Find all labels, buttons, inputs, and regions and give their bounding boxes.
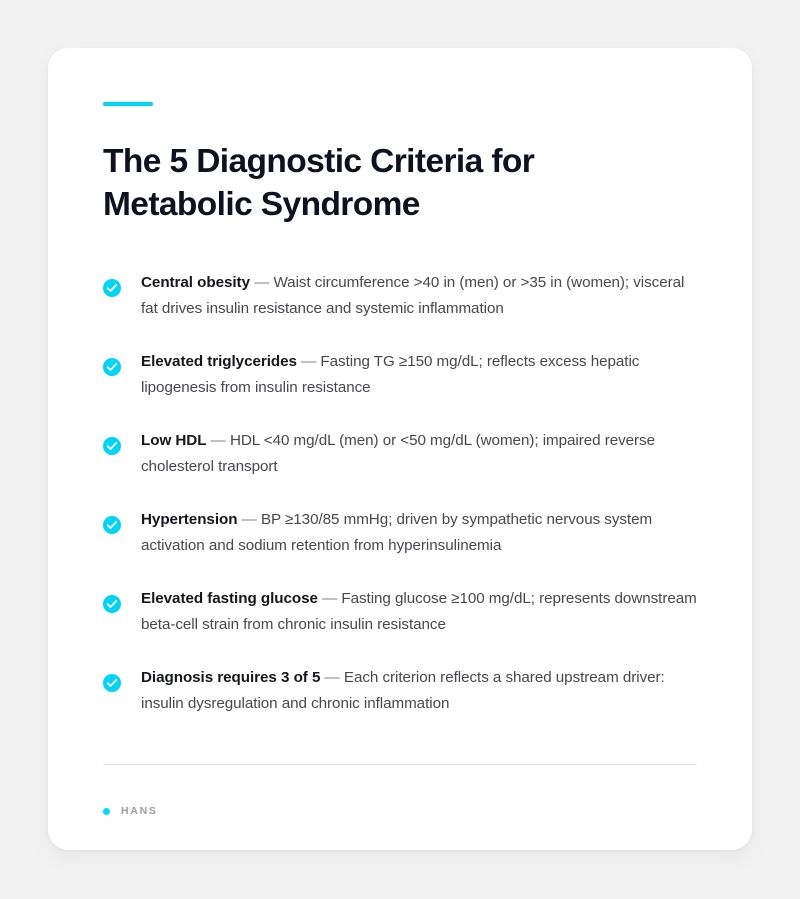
- criteria-description: HDL <40 mg/dL (men) or <50 mg/dL (women); impaired reverse cholesterol transport: [141, 432, 655, 475]
- criteria-term: Hypertension: [141, 511, 238, 528]
- criteria-description: Fasting TG ≥150 mg/dL; reflects excess hepatic lipogenesis from insulin resistance: [141, 353, 640, 396]
- criteria-term: Low HDL: [141, 432, 207, 449]
- criteria-text: [141, 669, 665, 712]
- list-item: [103, 665, 697, 717]
- criteria-description: BP ≥130/85 mmHg; driven by sympathetic nervous system activation and sodium retention from hyperinsulinemia: [141, 511, 653, 554]
- card-footer: [103, 805, 697, 817]
- criteria-term: Diagnosis requires 3 of 5: [141, 669, 321, 686]
- criteria-term: Elevated triglycerides: [141, 353, 297, 370]
- check-circle-icon: [103, 595, 121, 613]
- criteria-text: [141, 274, 684, 317]
- criteria-term: Central obesity: [141, 274, 250, 291]
- check-circle-icon: [103, 437, 121, 455]
- check-circle-icon: [103, 358, 121, 376]
- criteria-text: [141, 353, 639, 396]
- check-circle-icon: [103, 279, 121, 297]
- criteria-text: [141, 511, 652, 554]
- list-item: [103, 586, 697, 638]
- brand-label: HANS: [121, 805, 158, 817]
- list-item: [103, 270, 697, 322]
- criteria-card: [48, 48, 752, 850]
- accent-bar: [103, 102, 153, 106]
- card-content: [103, 102, 697, 817]
- list-item: [103, 428, 697, 480]
- criteria-dash: —: [320, 669, 344, 686]
- criteria-dash: —: [206, 432, 230, 449]
- page-title: The 5 Diagnostic Criteria for Metabolic Syndrome: [103, 143, 535, 223]
- criteria-description: Waist circumference >40 in (men) or >35 in (women); visceral fat drives insulin resistance and systemic inflammation: [141, 274, 685, 317]
- criteria-description: Each criterion reflects a shared upstream driver: insulin dysregulation and chronic inflammation: [141, 669, 665, 712]
- criteria-text: [141, 590, 697, 633]
- criteria-dash: —: [296, 353, 321, 370]
- criteria-list: [103, 270, 697, 717]
- criteria-term: Elevated fasting glucose: [141, 590, 318, 607]
- criteria-description: Fasting glucose ≥100 mg/dL; represents downstream beta-cell strain from chronic insulin resistance: [141, 590, 697, 633]
- check-circle-icon: [103, 674, 121, 692]
- bullet-dot-icon: [103, 808, 110, 815]
- criteria-dash: —: [317, 590, 342, 607]
- check-circle-icon: [103, 516, 121, 534]
- criteria-dash: —: [249, 274, 274, 291]
- footer-divider: [103, 764, 697, 765]
- criteria-dash: —: [237, 511, 261, 528]
- criteria-text: [141, 432, 655, 475]
- list-item: [103, 349, 697, 401]
- list-item: [103, 507, 697, 559]
